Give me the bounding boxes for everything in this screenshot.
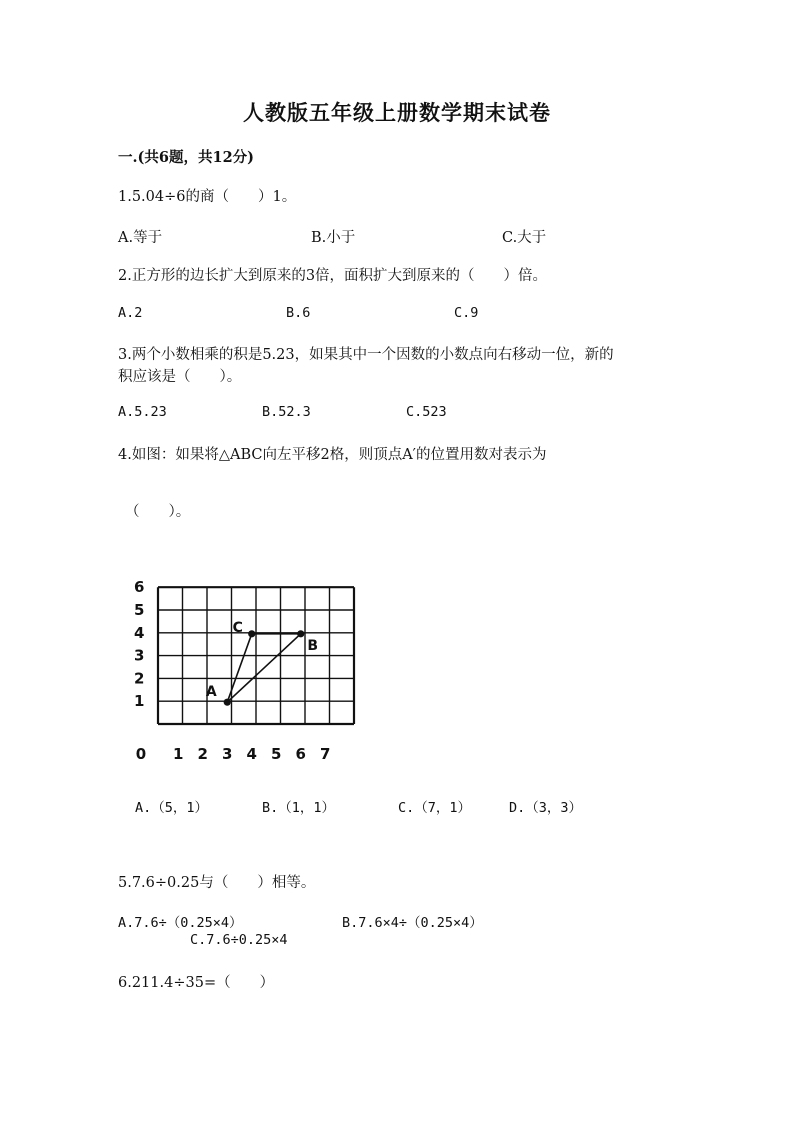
y-tick-label: 4 [134,623,145,642]
question-3-option-b[interactable]: B.52.3 [262,404,311,420]
question-4-option-c[interactable]: C.（7，1） [398,800,472,816]
question-2-stem: 2.正方形的边长扩大到原来的3倍，面积扩大到原来的（ ）倍。 [118,268,548,284]
vertex-b [297,630,304,637]
question-5-stem: 5.7.6÷0.25与（ ）相等。 [118,875,316,891]
section-heading: 一.(共6题，共12分) [118,149,255,166]
question-5-option-b[interactable]: B.7.6×4÷（0.25×4） [342,915,483,931]
x-tick-label: 1 [173,744,184,763]
y-tick-label: 6 [134,578,145,597]
question-4-stem-line-1: 4.如图：如果将△ABC向左平移2格，则顶点A′的位置用数对表示为 [118,447,547,463]
page-title: 人教版五年级上册数学期末试卷 [243,100,551,125]
question-3-stem-line-2: 积应该是（ ）。 [118,369,242,385]
x-tick-label: 0 [135,744,147,763]
vertex-label-b: B [307,637,319,654]
question-5-option-c[interactable]: C.7.6÷0.25×4 [190,932,288,948]
question-3-option-c[interactable]: C.523 [406,404,447,420]
x-tick-label: 4 [246,744,257,763]
question-2-option-c[interactable]: C.9 [454,305,479,321]
y-tick-label: 3 [134,646,145,665]
question-3-option-a[interactable]: A.5.23 [118,404,167,420]
vertex-label-a: A [205,684,217,701]
vertex-label-c: C [232,619,243,636]
question-4-option-b[interactable]: B.（1，1） [262,800,336,816]
vertex-c [248,630,255,637]
y-tick-label: 5 [134,601,145,619]
triangle-abc [224,630,305,706]
question-1-option-c[interactable]: C.大于 [502,230,547,246]
question-1-option-b[interactable]: B.小于 [311,230,356,246]
x-tick-label: 7 [320,744,331,763]
question-6-stem: 6.211.4÷35=（ ） [118,975,275,991]
triangle-side-ab [227,634,301,702]
x-tick-label: 2 [197,744,208,763]
grid-lines [158,587,354,724]
question-4-stem-line-2: （ ）。 [125,504,191,520]
vertex-a [224,699,231,706]
question-1-stem: 1.5.04÷6的商（ ）1。 [118,189,297,205]
x-axis-labels [136,745,331,763]
question-3-stem-line-1: 3.两个小数相乘的积是5.23，如果其中一个因数的小数点向右移动一位，新的 [118,347,614,363]
y-tick-label: 1 [134,692,145,711]
y-tick-label: 2 [134,669,145,688]
question-4-option-d[interactable]: D.（3，3） [509,800,583,816]
question-2-option-b[interactable]: B.6 [286,305,311,321]
x-tick-label: 5 [271,744,282,763]
x-tick-label: 6 [295,744,306,763]
question-4-option-a[interactable]: A.（5，1） [135,800,209,816]
x-tick-label: 3 [222,744,233,763]
question-5-option-a[interactable]: A.7.6÷（0.25×4） [118,915,243,931]
question-2-option-a[interactable]: A.2 [118,305,143,321]
coordinate-grid-figure [128,578,338,763]
y-axis-labels [134,578,144,710]
question-1-option-a[interactable]: A.等于 [118,230,163,246]
